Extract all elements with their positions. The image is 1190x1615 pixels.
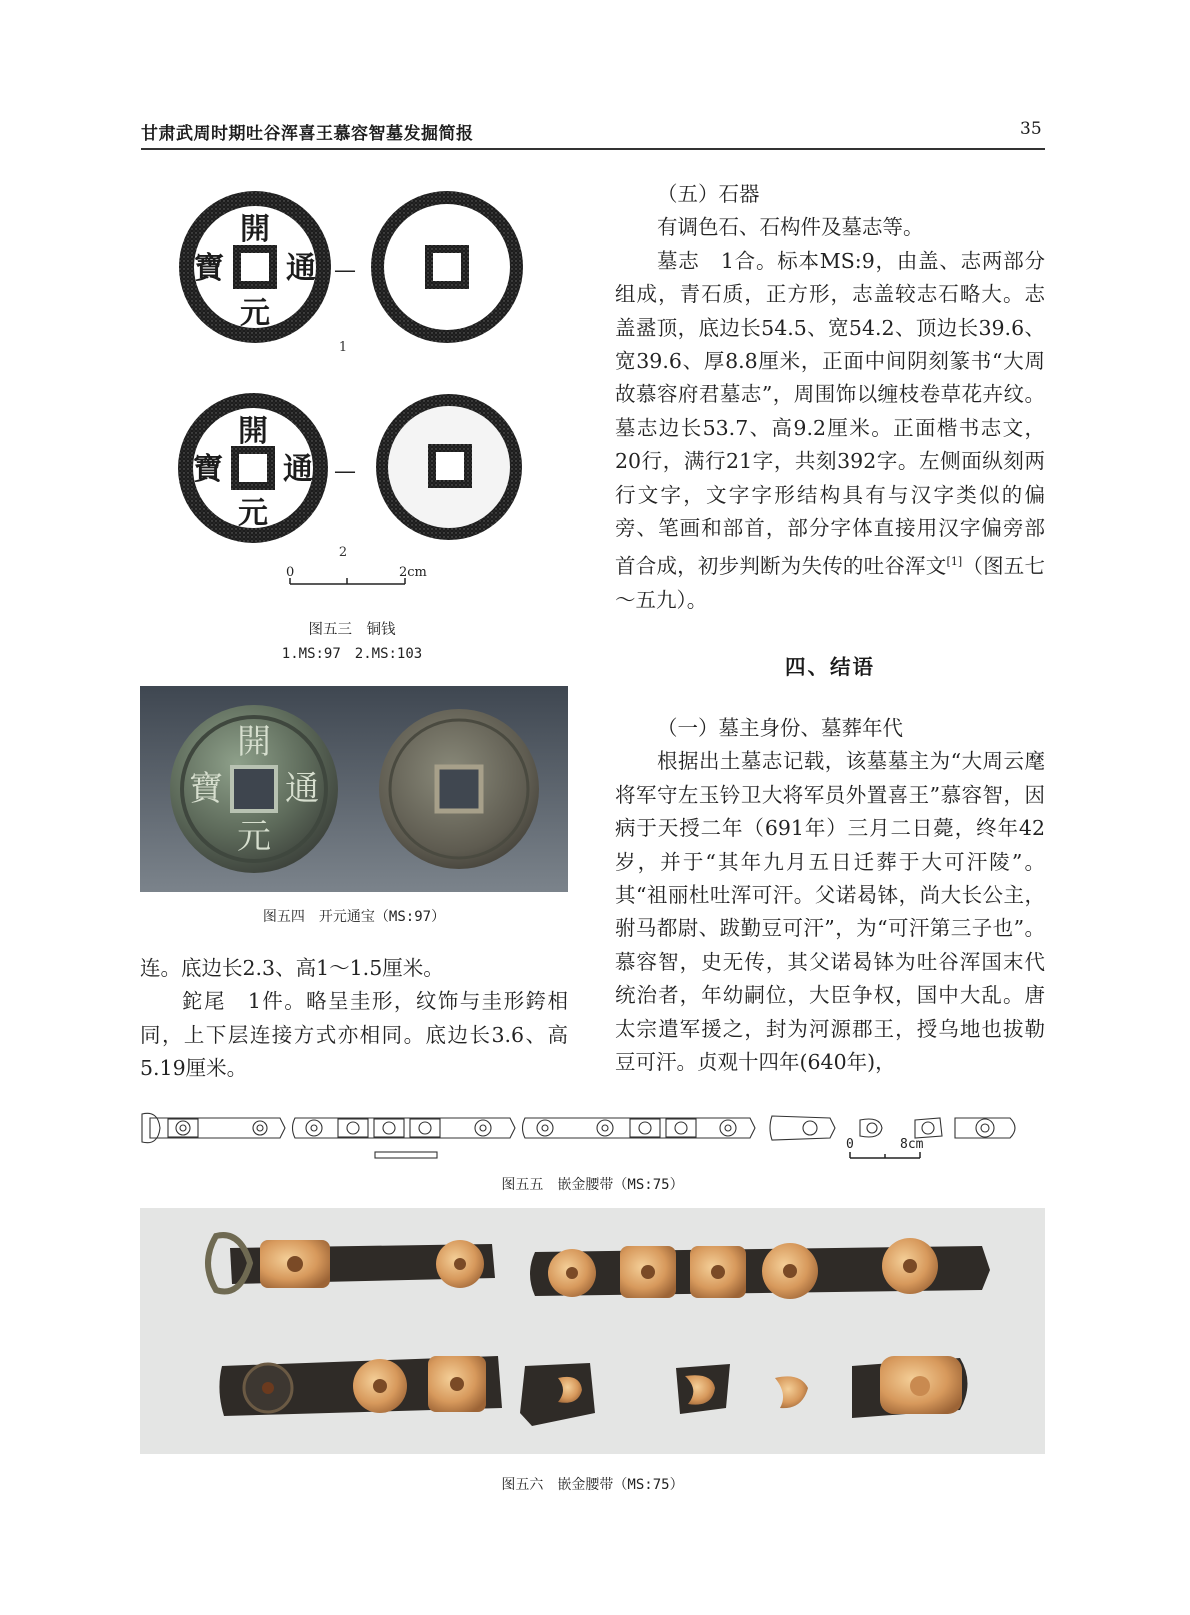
coin-char-right: 通 (286, 251, 316, 286)
scale-end: 2cm (399, 565, 427, 580)
right-column-text-2 (615, 712, 1045, 1079)
left-column-text (140, 952, 568, 1086)
photo-coin-char-top: 開 (237, 722, 271, 762)
right-column-text (615, 178, 1045, 617)
right-para-3: 根据出土墓志记载，该墓墓主为“大周云麾将军守左玉钤卫大将军员外置喜王”慕容智，因病于天授二年（691年）三月二日薨，终年42岁，并于“其年九月五日迁葬于大可汗陵”。其“祖丽杜吐浑可汗。父诺曷钵，尚大长公主，驸马都尉、跋勤豆可汗”，为“可汗第三子也”。慕容智，史无传，其父诺曷钵为吐谷浑国末代统治者，年幼嗣位，大臣争权，国中大乱。唐太宗遣军援之，封为河源郡王，授乌地也拔勒豆可汗。贞观十四年(640年)， (615, 749, 1045, 1075)
coin-2-reverse (376, 394, 522, 540)
figure-53-caption: 图五三 铜钱 (308, 622, 396, 638)
figure-56-caption: 图五六 嵌金腰带（MS:75） (501, 1477, 684, 1493)
page-number: 35 (1020, 119, 1042, 139)
coin-label-2: 2 (338, 545, 348, 560)
coin-label-1: 1 (338, 340, 348, 355)
right-para-2 (615, 245, 1045, 617)
coin-char-bottom: 元 (240, 296, 270, 331)
photo-coin-char-left: 寶 (189, 769, 223, 809)
left-para-2: 鉈尾 1件。略呈圭形，纹饰与圭形銙相同，上下层连接方式亦相同。底边长3.6、高5.19厘米。 (140, 989, 568, 1081)
coin-1-reverse (371, 191, 523, 343)
running-title: 甘肃武周时期吐谷浑喜王慕容智墓发掘简报 (141, 124, 474, 144)
photo-coin-reverse (379, 709, 539, 869)
figure-55-caption: 图五五 嵌金腰带（MS:75） (501, 1177, 684, 1193)
photo-coin-char-bottom: 元 (237, 817, 271, 857)
coin-2-obverse (178, 393, 328, 543)
figure-53-subcaption: 1.MS:97 2.MS:103 (281, 646, 423, 662)
figure-53-coin-rubbings (155, 180, 575, 600)
coin-1-dash: — (334, 258, 356, 283)
scale-bar-2cm (286, 565, 427, 584)
footnote-ref-1[interactable]: [1] (946, 555, 963, 569)
coin-char-left: 寶 (193, 452, 223, 487)
right-para-2-end: （图五七～五九）。 (615, 554, 1046, 612)
belt-scale-start: 0 (846, 1137, 854, 1152)
figure-56-belt-photo (140, 1208, 1045, 1454)
right-para-1: 有调色石、石构件及墓志等。 (657, 215, 924, 240)
left-para-1: 连。底边长2.3、高1～1.5厘米。 (140, 956, 444, 980)
coin-char-top: 開 (240, 212, 270, 247)
coin-char-top: 開 (238, 414, 268, 449)
scale-start: 0 (286, 565, 295, 580)
belt-scale-bar (846, 1137, 924, 1158)
coin-char-left: 寶 (194, 251, 224, 286)
subsection-5-heading: （五）石器 (657, 182, 760, 206)
belt-scale-end: 8cm (900, 1137, 924, 1152)
section-4-heading: 四、结语 (785, 655, 875, 679)
coin-2-dash: — (334, 459, 356, 484)
figure-54-coin-photo (140, 686, 568, 892)
photo-coin-obverse (170, 705, 338, 873)
coin-1-obverse (179, 191, 331, 343)
coin-char-bottom: 元 (238, 496, 268, 531)
belt-segment-lower (219, 1356, 502, 1416)
photo-coin-char-right: 通 (285, 769, 319, 809)
right-para-2-main: 墓志 1合。标本MS:9，由盖、志两部分组成，青石质，正方形，志盖较志石略大。志盖盝顶，底边长54.5、宽54.2、顶边长39.6、宽39.6、厚8.8厘米，正面中间阴刻篆书“大周故慕容府君墓志”，周围饰以缠枝卷草花卉纹。墓志边长53.7、高9.2厘米。正面楷书志文，20行，满行21字，共刻392字。左侧面纵刻两行文字，文字字形结构具有与汉字类似的偏旁、笔画和部首，部分字体直接用汉字偏旁部首合成，初步判断为失传的吐谷浑文 (615, 248, 1045, 579)
coin-char-right: 通 (283, 452, 313, 487)
header-rule (141, 148, 1045, 150)
figure-54-caption: 图五四 开元通宝（MS:97） (262, 909, 446, 925)
subsection-1-heading: （一）墓主身份、墓葬年代 (657, 716, 903, 740)
